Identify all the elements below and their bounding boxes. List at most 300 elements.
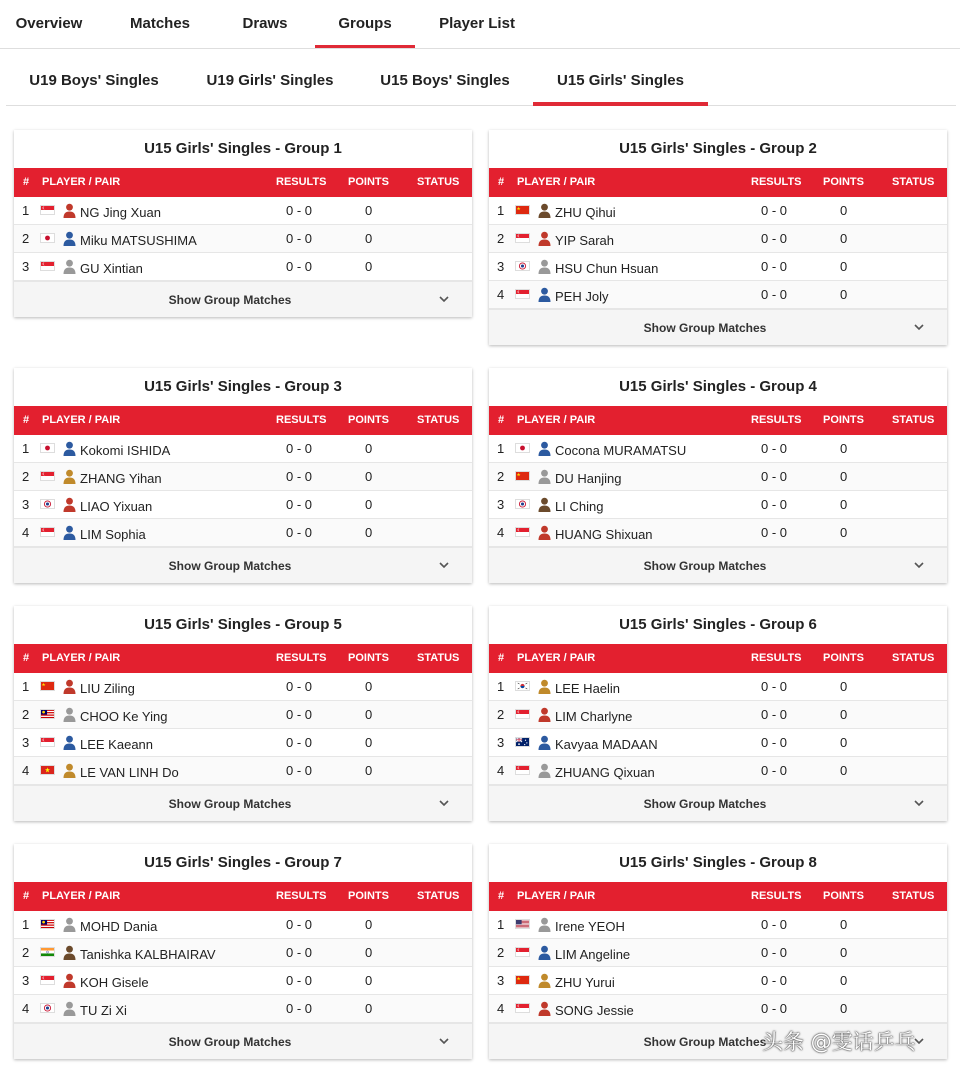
player-avatar-icon [538, 945, 551, 960]
player-name[interactable]: KOH Gisele [80, 975, 149, 990]
player-results: 0 - 0 [286, 525, 313, 540]
header-status: STATUS [417, 890, 460, 902]
header-points: POINTS [348, 890, 389, 902]
player-points: 0 [840, 735, 848, 750]
header-num: # [23, 652, 30, 664]
kr-flag-icon [515, 681, 530, 691]
row-rank: 2 [22, 231, 30, 246]
row-rank: 1 [22, 917, 30, 932]
us-flag-icon [515, 919, 530, 929]
show-group-matches-button[interactable] [14, 1023, 472, 1059]
header-points: POINTS [823, 176, 864, 188]
player-avatar-icon [538, 973, 551, 988]
player-results: 0 - 0 [761, 763, 788, 778]
player-results: 0 - 0 [286, 679, 313, 694]
table-header [14, 882, 472, 911]
player-avatar-icon [63, 945, 76, 960]
player-avatar-icon [538, 497, 551, 512]
player-results: 0 - 0 [286, 441, 313, 456]
sg-flag-icon [40, 527, 55, 537]
player-name[interactable]: ZHANG Yihan [80, 471, 162, 486]
table-row[interactable] [489, 197, 947, 225]
player-name[interactable]: NG Jing Xuan [80, 205, 161, 220]
header-results: RESULTS [751, 890, 802, 902]
player-name[interactable]: Irene YEOH [555, 919, 625, 934]
table-row[interactable] [489, 225, 947, 253]
row-rank: 2 [497, 469, 505, 484]
player-name[interactable]: CHOO Ke Ying [80, 709, 168, 724]
show-group-matches-label: Show Group Matches [168, 293, 292, 307]
group-table-body [489, 911, 947, 1023]
show-group-matches-label: Show Group Matches [168, 559, 292, 573]
jp-flag-icon [40, 233, 55, 243]
sg-flag-icon [515, 1003, 530, 1013]
sg-flag-icon [40, 471, 55, 481]
player-avatar-icon [538, 679, 551, 694]
row-rank: 4 [22, 763, 30, 778]
cn-flag-icon [515, 205, 530, 215]
show-group-matches-button[interactable] [489, 785, 947, 821]
tab-matches[interactable]: Matches [129, 15, 191, 32]
player-points: 0 [840, 203, 848, 218]
player-results: 0 - 0 [761, 735, 788, 750]
player-results: 0 - 0 [286, 469, 313, 484]
chevron-down-icon [913, 558, 925, 570]
table-row[interactable] [489, 729, 947, 757]
tab-overview[interactable]: Overview [15, 15, 83, 32]
row-rank: 2 [497, 945, 505, 960]
sg-flag-icon [515, 765, 530, 775]
chevron-down-icon [913, 796, 925, 808]
player-avatar-icon [63, 203, 76, 218]
table-header [14, 406, 472, 435]
show-group-matches-button[interactable] [489, 547, 947, 583]
vn-flag-icon [40, 765, 55, 775]
player-name[interactable]: LE VAN LINH Do [80, 765, 179, 780]
cn-flag-icon [40, 681, 55, 691]
player-points: 0 [365, 735, 373, 750]
header-player: PLAYER / PAIR [42, 414, 121, 426]
player-name[interactable]: LEE Haelin [555, 681, 621, 696]
header-status: STATUS [892, 414, 935, 426]
row-rank: 4 [497, 763, 505, 778]
header-player: PLAYER / PAIR [517, 890, 596, 902]
player-points: 0 [840, 1001, 848, 1016]
group-title: U15 Girls' Singles - Group 4 [619, 378, 817, 395]
tpe-flag-icon [40, 499, 55, 509]
player-name[interactable]: ZHU Qihui [555, 205, 616, 220]
player-name[interactable]: LIAO Yixuan [80, 499, 153, 514]
table-row[interactable] [14, 757, 472, 785]
header-num: # [498, 176, 505, 188]
player-avatar-icon [63, 441, 76, 456]
player-results: 0 - 0 [761, 287, 788, 302]
group-table-body [14, 435, 472, 547]
player-name[interactable]: YIP Sarah [555, 233, 615, 248]
player-avatar-icon [538, 763, 551, 778]
player-points: 0 [840, 707, 848, 722]
cn-flag-icon [515, 471, 530, 481]
row-rank: 3 [22, 259, 30, 274]
event-subnavigation [6, 58, 956, 106]
header-num: # [23, 414, 30, 426]
player-points: 0 [840, 945, 848, 960]
sg-flag-icon [40, 975, 55, 985]
row-rank: 4 [22, 1001, 30, 1016]
table-row[interactable] [14, 939, 472, 967]
header-player: PLAYER / PAIR [517, 176, 596, 188]
player-avatar-icon [63, 497, 76, 512]
player-name[interactable]: SONG Jessie [555, 1003, 634, 1018]
player-name[interactable]: LIM Charlyne [555, 709, 633, 724]
player-avatar-icon [538, 441, 551, 456]
table-row[interactable] [14, 225, 472, 253]
player-points: 0 [365, 707, 373, 722]
tab-player-list[interactable]: Player List [439, 15, 515, 32]
player-name[interactable]: LIU Ziling [80, 681, 135, 696]
player-name[interactable]: PEH Joly [555, 289, 609, 304]
player-results: 0 - 0 [286, 259, 313, 274]
header-results: RESULTS [751, 176, 802, 188]
group-table-body [14, 673, 472, 785]
watermark: 头条 @雯话乒乓 [762, 1030, 916, 1054]
player-name[interactable]: HSU Chun Hsuan [555, 261, 659, 276]
table-row[interactable] [489, 491, 947, 519]
table-row[interactable] [14, 995, 472, 1023]
cn-flag-icon [515, 975, 530, 985]
chevron-down-icon [913, 320, 925, 332]
sg-flag-icon [515, 709, 530, 719]
header-player: PLAYER / PAIR [42, 652, 121, 664]
header-num: # [23, 890, 30, 902]
player-results: 0 - 0 [286, 735, 313, 750]
player-points: 0 [840, 231, 848, 246]
row-rank: 2 [22, 945, 30, 960]
group-table-body [489, 673, 947, 785]
row-rank: 3 [497, 735, 505, 750]
row-rank: 2 [497, 231, 505, 246]
row-rank: 2 [22, 469, 30, 484]
row-rank: 1 [22, 679, 30, 694]
player-avatar-icon [538, 1001, 551, 1016]
show-group-matches-label: Show Group Matches [643, 1035, 767, 1049]
au-flag-icon [515, 737, 530, 747]
player-points: 0 [840, 973, 848, 988]
row-rank: 3 [497, 497, 505, 512]
sg-flag-icon [40, 261, 55, 271]
player-points: 0 [365, 441, 373, 456]
player-avatar-icon [538, 525, 551, 540]
player-name[interactable]: LIM Sophia [80, 527, 146, 542]
group-title: U15 Girls' Singles - Group 1 [144, 140, 342, 157]
group-card-6 [489, 606, 947, 821]
player-results: 0 - 0 [761, 203, 788, 218]
player-name[interactable]: ZHUANG Qixuan [555, 765, 655, 780]
tab-draws[interactable]: Draws [242, 15, 288, 32]
header-results: RESULTS [276, 652, 327, 664]
player-results: 0 - 0 [286, 945, 313, 960]
player-results: 0 - 0 [761, 707, 788, 722]
table-header [489, 644, 947, 673]
header-points: POINTS [823, 890, 864, 902]
in-flag-icon [40, 947, 55, 957]
player-name[interactable]: ZHU Yurui [555, 975, 615, 990]
player-points: 0 [365, 497, 373, 512]
group-card-7 [14, 844, 472, 1059]
player-points: 0 [365, 525, 373, 540]
group-table-body [489, 197, 947, 309]
player-points: 0 [365, 679, 373, 694]
player-results: 0 - 0 [286, 973, 313, 988]
player-points: 0 [840, 497, 848, 512]
group-title: U15 Girls' Singles - Group 5 [144, 616, 342, 633]
player-results: 0 - 0 [761, 679, 788, 694]
row-rank: 4 [22, 525, 30, 540]
table-row[interactable] [489, 757, 947, 785]
player-name[interactable]: LI Ching [555, 499, 604, 514]
header-status: STATUS [417, 414, 460, 426]
subtab-u19-boys-singles[interactable]: U19 Boys' Singles [29, 72, 159, 89]
player-results: 0 - 0 [286, 707, 313, 722]
header-status: STATUS [417, 176, 460, 188]
table-row[interactable] [489, 939, 947, 967]
player-avatar-icon [63, 707, 76, 722]
table-row[interactable] [14, 967, 472, 995]
chevron-down-icon [438, 796, 450, 808]
group-card-5 [14, 606, 472, 821]
chevron-down-icon [438, 1034, 450, 1046]
sg-flag-icon [515, 289, 530, 299]
table-row[interactable] [489, 995, 947, 1023]
player-avatar-icon [63, 917, 76, 932]
header-num: # [23, 176, 30, 188]
group-card-2 [489, 130, 947, 345]
group-title: U15 Girls' Singles - Group 2 [619, 140, 817, 157]
subtab-u15-boys-singles[interactable]: U15 Boys' Singles [380, 72, 510, 89]
tab-groups[interactable]: Groups [315, 0, 415, 48]
player-results: 0 - 0 [761, 525, 788, 540]
player-points: 0 [840, 441, 848, 456]
table-row[interactable] [489, 463, 947, 491]
table-row[interactable] [489, 701, 947, 729]
row-rank: 2 [22, 707, 30, 722]
group-table-body [489, 435, 947, 547]
sg-flag-icon [40, 205, 55, 215]
player-name[interactable]: Miku MATSUSHIMA [80, 233, 197, 248]
table-header [489, 882, 947, 911]
player-name[interactable]: DU Hanjing [555, 471, 622, 486]
sg-flag-icon [515, 527, 530, 537]
table-row[interactable] [489, 673, 947, 701]
player-name[interactable]: HUANG Shixuan [555, 527, 653, 542]
top-navigation [0, 0, 960, 49]
group-table-body [14, 197, 472, 281]
player-name[interactable]: Kokomi ISHIDA [80, 443, 171, 458]
player-name[interactable]: Tanishka KALBHAIRAV [80, 947, 216, 962]
header-points: POINTS [348, 414, 389, 426]
player-avatar-icon [538, 259, 551, 274]
player-avatar-icon [63, 973, 76, 988]
my-flag-icon [40, 919, 55, 929]
player-results: 0 - 0 [286, 497, 313, 512]
table-row[interactable] [14, 701, 472, 729]
table-row[interactable] [14, 911, 472, 939]
player-avatar-icon [538, 203, 551, 218]
row-rank: 1 [497, 679, 505, 694]
player-points: 0 [840, 259, 848, 274]
header-player: PLAYER / PAIR [517, 652, 596, 664]
table-header [489, 406, 947, 435]
group-title: U15 Girls' Singles - Group 3 [144, 378, 342, 395]
player-results: 0 - 0 [761, 1001, 788, 1016]
player-points: 0 [365, 945, 373, 960]
chevron-down-icon [438, 292, 450, 304]
header-points: POINTS [348, 176, 389, 188]
table-header [489, 168, 947, 197]
jp-flag-icon [515, 443, 530, 453]
player-points: 0 [365, 1001, 373, 1016]
table-row[interactable] [14, 435, 472, 463]
group-card-4 [489, 368, 947, 583]
header-player: PLAYER / PAIR [517, 414, 596, 426]
player-results: 0 - 0 [761, 469, 788, 484]
table-row[interactable] [14, 463, 472, 491]
player-results: 0 - 0 [286, 763, 313, 778]
row-rank: 2 [497, 707, 505, 722]
show-group-matches-label: Show Group Matches [643, 321, 767, 335]
table-row[interactable] [14, 253, 472, 281]
player-avatar-icon [538, 287, 551, 302]
header-status: STATUS [892, 890, 935, 902]
player-results: 0 - 0 [286, 231, 313, 246]
header-results: RESULTS [276, 414, 327, 426]
header-results: RESULTS [276, 890, 327, 902]
table-row[interactable] [489, 967, 947, 995]
row-rank: 1 [497, 917, 505, 932]
player-results: 0 - 0 [761, 231, 788, 246]
player-results: 0 - 0 [761, 917, 788, 932]
player-points: 0 [840, 525, 848, 540]
player-results: 0 - 0 [286, 203, 313, 218]
player-avatar-icon [538, 707, 551, 722]
group-title: U15 Girls' Singles - Group 6 [619, 616, 817, 633]
player-avatar-icon [63, 469, 76, 484]
show-group-matches-button[interactable] [14, 785, 472, 821]
player-points: 0 [365, 973, 373, 988]
group-title: U15 Girls' Singles - Group 8 [619, 854, 817, 871]
header-status: STATUS [417, 652, 460, 664]
player-avatar-icon [538, 469, 551, 484]
header-num: # [498, 652, 505, 664]
player-points: 0 [840, 679, 848, 694]
my-flag-icon [40, 709, 55, 719]
player-avatar-icon [63, 679, 76, 694]
player-avatar-icon [538, 917, 551, 932]
row-rank: 3 [22, 497, 30, 512]
row-rank: 3 [22, 735, 30, 750]
tpe-flag-icon [515, 499, 530, 509]
header-points: POINTS [348, 652, 389, 664]
player-results: 0 - 0 [286, 917, 313, 932]
jp-flag-icon [40, 443, 55, 453]
row-rank: 1 [22, 441, 30, 456]
group-table-body [14, 911, 472, 1023]
table-row[interactable] [489, 519, 947, 547]
show-group-matches-button[interactable] [489, 309, 947, 345]
header-num: # [498, 890, 505, 902]
player-results: 0 - 0 [761, 497, 788, 512]
player-points: 0 [840, 469, 848, 484]
table-row[interactable] [489, 911, 947, 939]
table-row[interactable] [489, 281, 947, 309]
header-results: RESULTS [751, 414, 802, 426]
player-results: 0 - 0 [761, 973, 788, 988]
player-avatar-icon [538, 231, 551, 246]
player-avatar-icon [63, 259, 76, 274]
player-name[interactable]: Cocona MURAMATSU [555, 443, 687, 458]
player-points: 0 [365, 259, 373, 274]
show-group-matches-label: Show Group Matches [643, 559, 767, 573]
player-avatar-icon [63, 231, 76, 246]
show-group-matches-button[interactable] [14, 547, 472, 583]
group-title: U15 Girls' Singles - Group 7 [144, 854, 342, 871]
player-name[interactable]: GU Xintian [80, 261, 143, 276]
player-avatar-icon [63, 763, 76, 778]
header-results: RESULTS [751, 652, 802, 664]
header-points: POINTS [823, 414, 864, 426]
row-rank: 1 [22, 203, 30, 218]
subtab-u15-girls-singles[interactable]: U15 Girls' Singles [533, 58, 708, 105]
player-name[interactable]: TU Zi Xi [80, 1003, 127, 1018]
show-group-matches-button[interactable] [14, 281, 472, 317]
player-name[interactable]: LEE Kaeann [80, 737, 154, 752]
subtab-u19-girls-singles[interactable]: U19 Girls' Singles [206, 72, 334, 89]
player-points: 0 [365, 763, 373, 778]
player-avatar-icon [63, 735, 76, 750]
player-points: 0 [365, 469, 373, 484]
table-row[interactable] [489, 253, 947, 281]
table-row[interactable] [14, 197, 472, 225]
table-row[interactable] [14, 491, 472, 519]
player-points: 0 [365, 231, 373, 246]
player-name[interactable]: LIM Angeline [555, 947, 631, 962]
header-results: RESULTS [276, 176, 327, 188]
player-avatar-icon [63, 525, 76, 540]
table-row[interactable] [489, 435, 947, 463]
player-points: 0 [365, 917, 373, 932]
table-row[interactable] [14, 519, 472, 547]
chevron-down-icon [438, 558, 450, 570]
row-rank: 3 [497, 259, 505, 274]
table-row[interactable] [14, 729, 472, 757]
header-player: PLAYER / PAIR [42, 176, 121, 188]
row-rank: 1 [497, 203, 505, 218]
player-results: 0 - 0 [286, 1001, 313, 1016]
player-points: 0 [840, 287, 848, 302]
player-name[interactable]: Kavyaa MADAAN [555, 737, 658, 752]
group-card-3 [14, 368, 472, 583]
player-avatar-icon [538, 735, 551, 750]
header-status: STATUS [892, 652, 935, 664]
player-name[interactable]: MOHD Dania [80, 919, 158, 934]
tpe-flag-icon [515, 261, 530, 271]
player-results: 0 - 0 [761, 259, 788, 274]
player-points: 0 [840, 763, 848, 778]
table-row[interactable] [14, 673, 472, 701]
sg-flag-icon [515, 947, 530, 957]
row-rank: 3 [22, 973, 30, 988]
header-player: PLAYER / PAIR [42, 890, 121, 902]
